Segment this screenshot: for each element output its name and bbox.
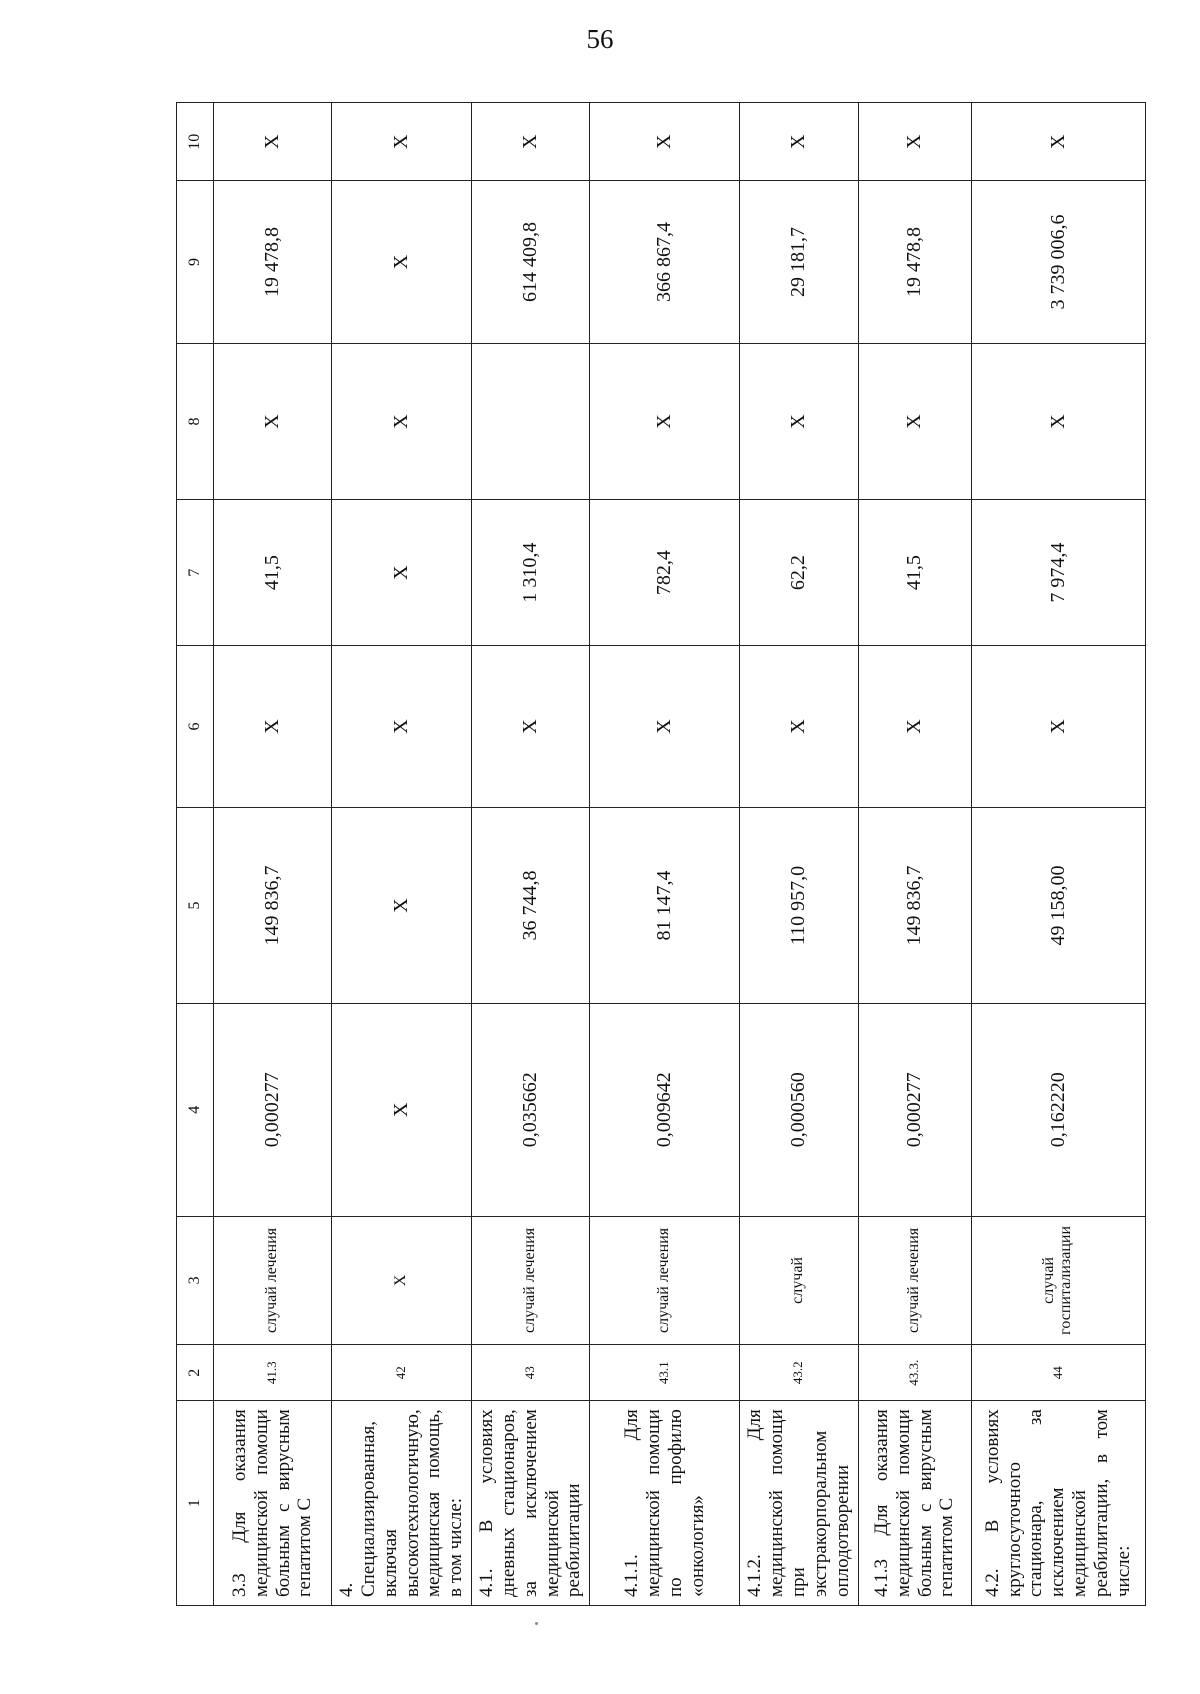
row-description: 3.3 Для оказания медицинской помощи больным с вирусным гепатитом С <box>214 1401 332 1606</box>
table-cell <box>472 343 590 500</box>
column-header: 1 <box>177 1401 214 1606</box>
table-cell: X <box>590 103 740 181</box>
column-header: 2 <box>177 1345 214 1401</box>
header-row <box>177 103 214 1606</box>
row-unit: случай лечения <box>858 1216 971 1345</box>
table-cell: 149 836,7 <box>858 808 971 1004</box>
row-unit: случай <box>740 1216 858 1345</box>
table-cell: 49 158,00 <box>971 808 1146 1004</box>
table-cell: X <box>472 645 590 807</box>
column-header: 9 <box>177 181 214 343</box>
row-code: 41.3 <box>214 1345 332 1401</box>
tariff-table <box>176 102 1146 1606</box>
table-cell: 782,4 <box>590 500 740 645</box>
table-cell: 29 181,7 <box>740 181 858 343</box>
table-cell: X <box>971 343 1146 500</box>
table-cell: X <box>332 808 472 1004</box>
table-cell: 81 147,4 <box>590 808 740 1004</box>
table-cell: X <box>214 343 332 500</box>
table-row <box>858 103 971 1606</box>
row-description: 4.1.1. Для медицинской помощи по профилю «онкология» <box>590 1401 740 1606</box>
table-cell: X <box>214 645 332 807</box>
table-cell: 366 867,4 <box>590 181 740 343</box>
table-cell: X <box>858 103 971 181</box>
table-cell: 41,5 <box>858 500 971 645</box>
table-row <box>590 103 740 1606</box>
table-cell: X <box>590 343 740 500</box>
table-cell: 0,000560 <box>740 1003 858 1216</box>
table-cell: 0,009642 <box>590 1003 740 1216</box>
table-cell: 19 478,8 <box>214 181 332 343</box>
column-header: 5 <box>177 808 214 1004</box>
row-description: 4.1. В условиях дневных стационаров, за исключением медицинской реабилитации <box>472 1401 590 1606</box>
column-header: 6 <box>177 645 214 807</box>
table-cell: 0,000277 <box>858 1003 971 1216</box>
table-cell: 41,5 <box>214 500 332 645</box>
table-row <box>472 103 590 1606</box>
column-header: 10 <box>177 103 214 181</box>
table-cell: X <box>332 103 472 181</box>
table-row <box>971 103 1146 1606</box>
table-cell: 19 478,8 <box>858 181 971 343</box>
row-unit: случай лечения <box>214 1216 332 1345</box>
row-description: 4.1.2. Для медицинской помощи при экстракорпоральном оплодотворении <box>740 1401 858 1606</box>
row-description: 4. Специализированная, включая высокотехнологичную, медицинская помощь, в том числе: <box>332 1401 472 1606</box>
table-cell: 0,035662 <box>472 1003 590 1216</box>
column-header: 4 <box>177 1003 214 1216</box>
table-cell: 3 739 006,6 <box>971 181 1146 343</box>
table-cell: X <box>740 645 858 807</box>
table-cell: X <box>332 181 472 343</box>
row-code: 42 <box>332 1345 472 1401</box>
row-code: 43.3. <box>858 1345 971 1401</box>
page-number: 56 <box>586 24 614 54</box>
table-row <box>332 103 472 1606</box>
table-cell: 149 836,7 <box>214 808 332 1004</box>
table-cell: X <box>332 500 472 645</box>
column-header: 7 <box>177 500 214 645</box>
row-code: 43 <box>472 1345 590 1401</box>
table-cell: 1 310,4 <box>472 500 590 645</box>
column-header: 3 <box>177 1216 214 1345</box>
table-cell: 0,162220 <box>971 1003 1146 1216</box>
row-code: 44 <box>971 1345 1146 1401</box>
column-header: 8 <box>177 343 214 500</box>
row-description: 4.1.3 Для оказания медицинской помощи больным с вирусным гепатитом С <box>858 1401 971 1606</box>
table-cell: 7 974,4 <box>971 500 1146 645</box>
row-code: 43.2 <box>740 1345 858 1401</box>
table-cell: 0,000277 <box>214 1003 332 1216</box>
table-cell: X <box>332 1003 472 1216</box>
table-cell: 62,2 <box>740 500 858 645</box>
table-cell: X <box>971 645 1146 807</box>
table-cell: X <box>740 343 858 500</box>
table-cell: X <box>858 645 971 807</box>
table-cell: X <box>971 103 1146 181</box>
row-unit: случай лечения <box>590 1216 740 1345</box>
row-unit: случай госпитализации <box>971 1216 1146 1345</box>
table-cell: X <box>214 103 332 181</box>
row-unit: X <box>332 1216 472 1345</box>
row-code: 43.1 <box>590 1345 740 1401</box>
table-row <box>740 103 858 1606</box>
table-cell: 36 744,8 <box>472 808 590 1004</box>
row-description: 4.2. В условиях круглосуточного стационара, за исключением медицинской реабилитации, в том числе: <box>971 1401 1146 1606</box>
table-cell: X <box>332 343 472 500</box>
table-cell: 110 957,0 <box>740 808 858 1004</box>
scan-speck <box>535 1622 538 1625</box>
table-cell: 614 409,8 <box>472 181 590 343</box>
row-unit: случай лечения <box>472 1216 590 1345</box>
table-row <box>214 103 332 1606</box>
rotated-table-container <box>176 102 1146 1606</box>
table-cell: X <box>590 645 740 807</box>
table-cell: X <box>332 645 472 807</box>
table-cell: X <box>740 103 858 181</box>
table-cell: X <box>858 343 971 500</box>
table-cell: X <box>472 103 590 181</box>
